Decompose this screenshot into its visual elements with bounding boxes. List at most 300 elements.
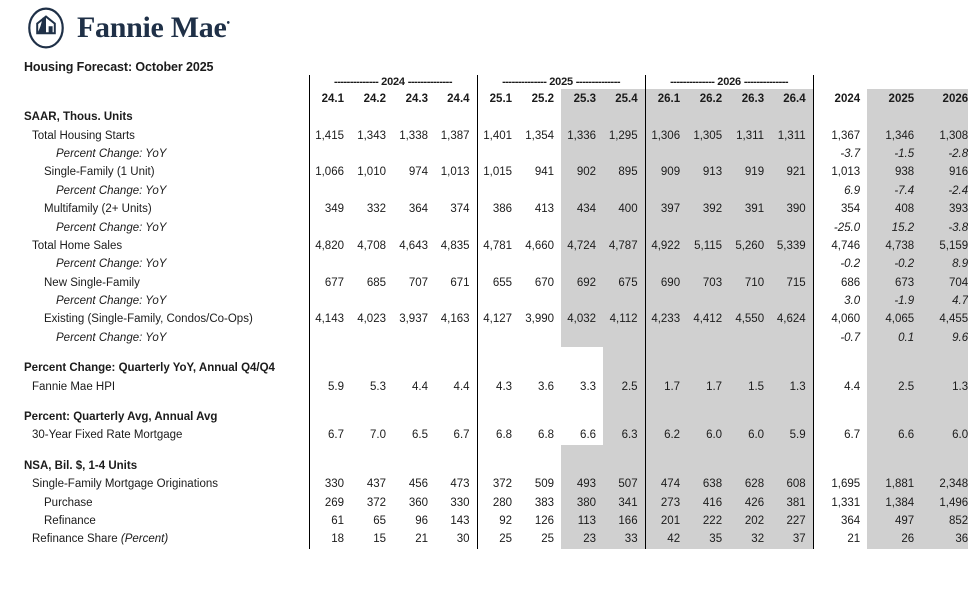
spacer-cell (867, 408, 921, 426)
dash-right: -------------- (407, 76, 453, 88)
data-cell: 686 (813, 274, 867, 292)
data-cell: 1,015 (477, 163, 519, 181)
data-cell (477, 292, 519, 310)
column-header-24.1[interactable]: 24.1 (309, 89, 351, 108)
data-cell (687, 145, 729, 163)
data-cell: 397 (645, 200, 687, 218)
data-cell: 1,311 (729, 126, 771, 144)
spacer-cell (645, 108, 687, 126)
annual-column-header-2024[interactable]: 2024 (813, 89, 867, 108)
section-gap (0, 445, 309, 457)
data-cell: 360 (408, 496, 428, 509)
row-label: Existing (Single-Family, Condos/Co-Ops) (44, 313, 253, 326)
data-cell: 1,401 (477, 126, 519, 144)
spacer-cell (393, 108, 435, 126)
spacer-cell (813, 108, 867, 126)
data-cell (603, 292, 645, 310)
section-title: Percent Change: Quarterly YoY, Annual Q4/Q4 (24, 362, 275, 375)
data-cell: 201 (645, 512, 687, 530)
spacer-cell (771, 396, 813, 408)
data-cell: 23 (561, 530, 603, 548)
data-cell (351, 292, 393, 310)
data-cell: 434 (561, 200, 603, 218)
data-cell: -7.4 (867, 182, 921, 200)
data-cell: 4,835 (440, 239, 470, 252)
spacer-cell (729, 347, 771, 359)
data-cell (729, 218, 771, 236)
data-cell (393, 145, 435, 163)
column-header-26.4[interactable]: 26.4 (771, 89, 813, 108)
data-cell: 32 (729, 530, 771, 548)
spacer-cell (561, 108, 603, 126)
data-cell (309, 145, 351, 163)
data-cell: 1,387 (440, 129, 470, 142)
row-label: Refinance (44, 515, 96, 527)
spacer-cell (309, 445, 351, 457)
data-cell: 909 (645, 163, 687, 181)
column-header-26.2[interactable]: 26.2 (687, 89, 729, 108)
data-cell: 3.3 (580, 380, 597, 393)
data-cell (309, 329, 351, 347)
data-cell: 3.6 (538, 380, 555, 393)
data-cell: 372 (477, 475, 519, 493)
data-cell (603, 255, 645, 273)
data-cell: 349 (309, 200, 351, 218)
data-cell: 6.6 (867, 426, 921, 444)
spacer-cell (771, 408, 813, 426)
data-cell (729, 292, 771, 310)
data-cell: 1,695 (813, 475, 867, 493)
data-cell: 9.6 (921, 329, 968, 347)
year-group-label: 2024 (378, 76, 408, 88)
housing-forecast-table (0, 75, 968, 549)
data-cell: 341 (603, 493, 645, 511)
data-cell: 1,415 (309, 126, 351, 144)
data-cell: 364 (408, 203, 428, 216)
spacer-cell (687, 347, 729, 359)
data-cell: 364 (813, 512, 867, 530)
spacer-cell (561, 445, 603, 457)
data-cell: 1,496 (921, 493, 968, 511)
data-cell: 332 (366, 203, 386, 216)
spacer-cell (729, 408, 771, 426)
data-cell (645, 218, 687, 236)
data-cell: 4.4 (453, 380, 470, 393)
brand-name: Fannie Mae (77, 11, 227, 44)
section-title: NSA, Bil. $, 1-4 Units (24, 459, 138, 472)
spacer-cell (729, 396, 771, 408)
data-cell: -0.7 (813, 329, 867, 347)
data-cell: 6.2 (645, 426, 687, 444)
spacer-cell (813, 457, 867, 475)
spacer-cell (813, 445, 867, 457)
spacer-cell (561, 359, 603, 377)
data-cell: 685 (366, 276, 386, 289)
data-cell: 416 (687, 493, 729, 511)
data-cell: 126 (534, 515, 555, 527)
spacer-cell (351, 445, 393, 457)
data-cell: 1,013 (440, 166, 470, 179)
brand-wordmark (77, 13, 230, 43)
data-cell: 65 (373, 515, 386, 527)
annual-column-header-2025[interactable]: 2025 (867, 89, 921, 108)
trademark-symbol: • (226, 18, 230, 29)
spacer-cell (687, 396, 729, 408)
data-cell: -2.4 (921, 182, 968, 200)
row-label: Percent Change: YoY (56, 331, 167, 344)
data-cell: 8.9 (921, 255, 968, 273)
data-cell: 4,023 (357, 313, 386, 326)
spacer-cell (603, 445, 645, 457)
year-group-header-2025 (477, 75, 645, 89)
spacer-cell (729, 359, 771, 377)
data-cell: 4,724 (561, 237, 603, 255)
data-cell: 6.6 (580, 429, 597, 442)
spacer-cell (309, 396, 351, 408)
spacer-cell (645, 457, 687, 475)
data-cell: 4,643 (399, 239, 428, 252)
data-cell (561, 218, 603, 236)
data-cell: 380 (561, 493, 603, 511)
data-cell: 1,338 (399, 129, 428, 142)
spacer-cell (603, 396, 645, 408)
data-cell: 4,032 (561, 310, 603, 328)
data-cell: 1,066 (309, 163, 351, 181)
data-cell: 21 (415, 533, 428, 546)
spacer-cell (561, 396, 603, 408)
row-label: Percent Change: YoY (56, 184, 167, 197)
header-spacer (0, 75, 309, 89)
data-cell (519, 145, 561, 163)
spacer-cell (645, 396, 687, 408)
spacer-cell (435, 408, 477, 426)
spacer-cell (687, 108, 729, 126)
data-cell: 6.7 (309, 426, 351, 444)
data-cell: 2.5 (603, 377, 645, 395)
annual-header-spacer (813, 75, 867, 89)
annual-header-spacer (921, 75, 968, 89)
data-cell: 42 (645, 530, 687, 548)
spacer-cell (687, 408, 729, 426)
data-cell: 473 (450, 478, 470, 491)
data-cell: 37 (771, 530, 813, 548)
data-cell (393, 218, 435, 236)
data-cell: -3.8 (921, 218, 968, 236)
spacer-cell (351, 359, 393, 377)
spacer-cell (393, 457, 435, 475)
spacer-cell (351, 408, 393, 426)
data-cell (561, 329, 603, 347)
data-cell: 6.0 (687, 426, 729, 444)
column-header-24.2[interactable]: 24.2 (363, 92, 386, 105)
data-cell: 413 (534, 203, 555, 216)
spacer-cell (477, 408, 519, 426)
data-cell: 113 (561, 512, 603, 530)
spacer-cell (921, 359, 968, 377)
data-cell (603, 145, 645, 163)
data-cell: 7.0 (370, 429, 386, 442)
data-cell (729, 329, 771, 347)
column-header-25.1[interactable]: 25.1 (477, 89, 519, 108)
spacer-cell (519, 457, 561, 475)
column-header-24.4[interactable]: 24.4 (447, 92, 470, 105)
data-cell: 608 (771, 475, 813, 493)
spacer-cell (519, 108, 561, 126)
data-cell: -1.5 (867, 145, 921, 163)
data-cell: 4,820 (309, 237, 351, 255)
data-cell (519, 182, 561, 200)
data-cell (771, 255, 813, 273)
data-cell: 1,305 (687, 126, 729, 144)
data-cell (771, 145, 813, 163)
spacer-cell (921, 457, 968, 475)
spacer-cell (867, 445, 921, 457)
data-cell: 692 (561, 274, 603, 292)
data-cell: 710 (729, 274, 771, 292)
year-group-header-2024 (309, 75, 477, 89)
spacer-cell (477, 457, 519, 475)
data-cell: 1,306 (645, 126, 687, 144)
column-header-26.3[interactable]: 26.3 (729, 89, 771, 108)
data-cell (351, 329, 393, 347)
data-cell: 6.8 (538, 429, 555, 442)
spacer-cell (771, 457, 813, 475)
data-cell: 1,354 (525, 129, 555, 142)
data-cell (477, 218, 519, 236)
data-cell: 715 (771, 274, 813, 292)
spacer-cell (309, 408, 351, 426)
forecast-table-body (0, 75, 968, 549)
data-cell: 6.7 (813, 426, 867, 444)
spacer-cell (813, 396, 867, 408)
dash-right: -------------- (743, 76, 789, 88)
spacer-cell (519, 347, 561, 359)
data-cell: 18 (309, 530, 351, 548)
data-cell: 390 (771, 200, 813, 218)
data-cell: 5,260 (729, 237, 771, 255)
spacer-cell (309, 347, 351, 359)
data-cell: 4.7 (921, 292, 968, 310)
data-cell: 919 (729, 163, 771, 181)
row-label (0, 530, 309, 548)
data-cell (561, 182, 603, 200)
spacer-cell (867, 359, 921, 377)
data-cell (435, 218, 477, 236)
data-cell: 916 (921, 163, 968, 181)
row-label: Percent Change: YoY (56, 258, 167, 271)
column-header-25.4[interactable]: 25.4 (603, 89, 645, 108)
spacer-cell (477, 347, 519, 359)
spacer-cell (561, 457, 603, 475)
data-cell (561, 255, 603, 273)
data-cell (519, 292, 561, 310)
spacer-cell (813, 408, 867, 426)
fannie-mae-house-logo-icon (24, 6, 68, 50)
data-cell (645, 182, 687, 200)
data-cell (519, 218, 561, 236)
spacer-cell (393, 347, 435, 359)
data-cell: 6.0 (729, 426, 771, 444)
spacer-cell (645, 347, 687, 359)
spacer-cell (309, 457, 351, 475)
spacer-cell (477, 359, 519, 377)
data-cell: 4,922 (645, 237, 687, 255)
data-cell: 4.4 (412, 380, 428, 393)
data-cell: -3.7 (813, 145, 867, 163)
data-cell: 4,233 (645, 310, 687, 328)
data-cell: 1,343 (357, 129, 386, 142)
data-cell (771, 329, 813, 347)
data-cell (645, 255, 687, 273)
data-cell: 92 (477, 512, 519, 530)
data-cell: 330 (450, 496, 470, 509)
data-cell: 921 (771, 163, 813, 181)
data-cell: 35 (687, 530, 729, 548)
data-cell (351, 182, 393, 200)
spacer-cell (519, 445, 561, 457)
year-group-label: 2026 (714, 76, 744, 88)
spacer-cell (561, 408, 603, 426)
dash-left: -------------- (670, 76, 715, 88)
data-cell: 941 (534, 166, 555, 179)
spacer-cell (435, 359, 477, 377)
data-cell: 1,013 (813, 163, 867, 181)
data-cell: 202 (729, 512, 771, 530)
data-cell (393, 182, 435, 200)
data-cell (477, 329, 519, 347)
data-cell: 4.3 (477, 377, 519, 395)
data-cell: 5,159 (921, 237, 968, 255)
data-cell: 36 (921, 530, 968, 548)
data-cell (687, 182, 729, 200)
data-cell: 400 (603, 200, 645, 218)
data-cell (603, 218, 645, 236)
data-cell: 1.3 (771, 377, 813, 395)
data-cell: 1,331 (813, 493, 867, 511)
dash-right: -------------- (575, 76, 621, 88)
data-cell: 4,163 (440, 313, 470, 326)
data-cell (603, 329, 645, 347)
dash-left: -------------- (334, 76, 379, 88)
data-cell (309, 182, 351, 200)
spacer-cell (351, 108, 393, 126)
data-cell (393, 292, 435, 310)
data-cell (561, 145, 603, 163)
data-cell (687, 218, 729, 236)
data-cell: -1.9 (867, 292, 921, 310)
data-cell: 638 (687, 475, 729, 493)
data-cell: 143 (450, 515, 470, 527)
spacer-cell (867, 457, 921, 475)
data-cell: 227 (771, 512, 813, 530)
spacer-cell (309, 359, 351, 377)
column-header-25.3[interactable]: 25.3 (561, 89, 603, 108)
data-cell: 4,127 (477, 310, 519, 328)
data-cell: 902 (561, 163, 603, 181)
section-title: Percent: Quarterly Avg, Annual Avg (24, 411, 218, 424)
data-cell: 675 (603, 274, 645, 292)
data-cell (351, 145, 393, 163)
data-cell (435, 329, 477, 347)
spacer-cell (393, 408, 435, 426)
data-cell: 974 (408, 166, 428, 179)
data-cell: 456 (408, 478, 428, 491)
row-label: Single-Family (1 Unit) (44, 166, 155, 179)
spacer-cell (435, 445, 477, 457)
data-cell: 386 (477, 200, 519, 218)
spacer-cell (351, 457, 393, 475)
spacer-cell (645, 408, 687, 426)
data-cell: 1,311 (771, 126, 813, 144)
data-cell: 474 (645, 475, 687, 493)
annual-header-spacer (867, 75, 921, 89)
data-cell: 408 (867, 200, 921, 218)
data-cell: 673 (867, 274, 921, 292)
spacer-cell (393, 396, 435, 408)
annual-column-header-2026[interactable]: 2026 (921, 89, 968, 108)
data-cell: 671 (450, 276, 470, 289)
data-cell: 913 (687, 163, 729, 181)
data-cell (393, 329, 435, 347)
data-cell: 383 (534, 496, 555, 509)
column-header-24.3[interactable]: 24.3 (405, 92, 428, 105)
data-cell: 25 (477, 530, 519, 548)
data-cell: 677 (309, 274, 351, 292)
data-cell (435, 292, 477, 310)
spacer-cell (435, 108, 477, 126)
spacer-cell (771, 445, 813, 457)
data-cell (687, 329, 729, 347)
data-cell: 26 (867, 530, 921, 548)
data-cell: 4,550 (729, 310, 771, 328)
data-cell (435, 182, 477, 200)
row-label: Total Housing Starts (32, 129, 135, 142)
data-cell: 6.7 (453, 429, 470, 442)
data-cell: 493 (561, 475, 603, 493)
data-cell: 5.9 (309, 377, 351, 395)
data-cell: 4,065 (867, 310, 921, 328)
data-cell: 655 (477, 274, 519, 292)
data-cell: 354 (813, 200, 867, 218)
data-cell: 269 (309, 493, 351, 511)
data-cell (603, 182, 645, 200)
spacer-cell (519, 359, 561, 377)
data-cell (477, 255, 519, 273)
spacer-cell (603, 457, 645, 475)
spacer-cell (603, 359, 645, 377)
spacer-cell (921, 445, 968, 457)
data-cell: 426 (729, 493, 771, 511)
column-header-25.2[interactable]: 25.2 (531, 92, 555, 105)
data-cell: 166 (603, 512, 645, 530)
data-cell: 374 (450, 203, 470, 216)
spacer-cell (603, 408, 645, 426)
data-cell: 25 (541, 533, 555, 546)
data-cell (435, 145, 477, 163)
column-header-26.1[interactable]: 26.1 (645, 89, 687, 108)
spacer-cell (519, 396, 561, 408)
data-cell: 391 (729, 200, 771, 218)
data-cell: 4,624 (771, 310, 813, 328)
spacer-cell (435, 457, 477, 475)
row-label: Percent Change: YoY (56, 147, 167, 160)
row-label: Fannie Mae HPI (32, 380, 116, 393)
data-cell: 4,738 (867, 237, 921, 255)
spacer-cell (771, 359, 813, 377)
spacer-cell (729, 108, 771, 126)
row-label: New Single-Family (44, 276, 140, 289)
data-cell: 0.1 (867, 329, 921, 347)
